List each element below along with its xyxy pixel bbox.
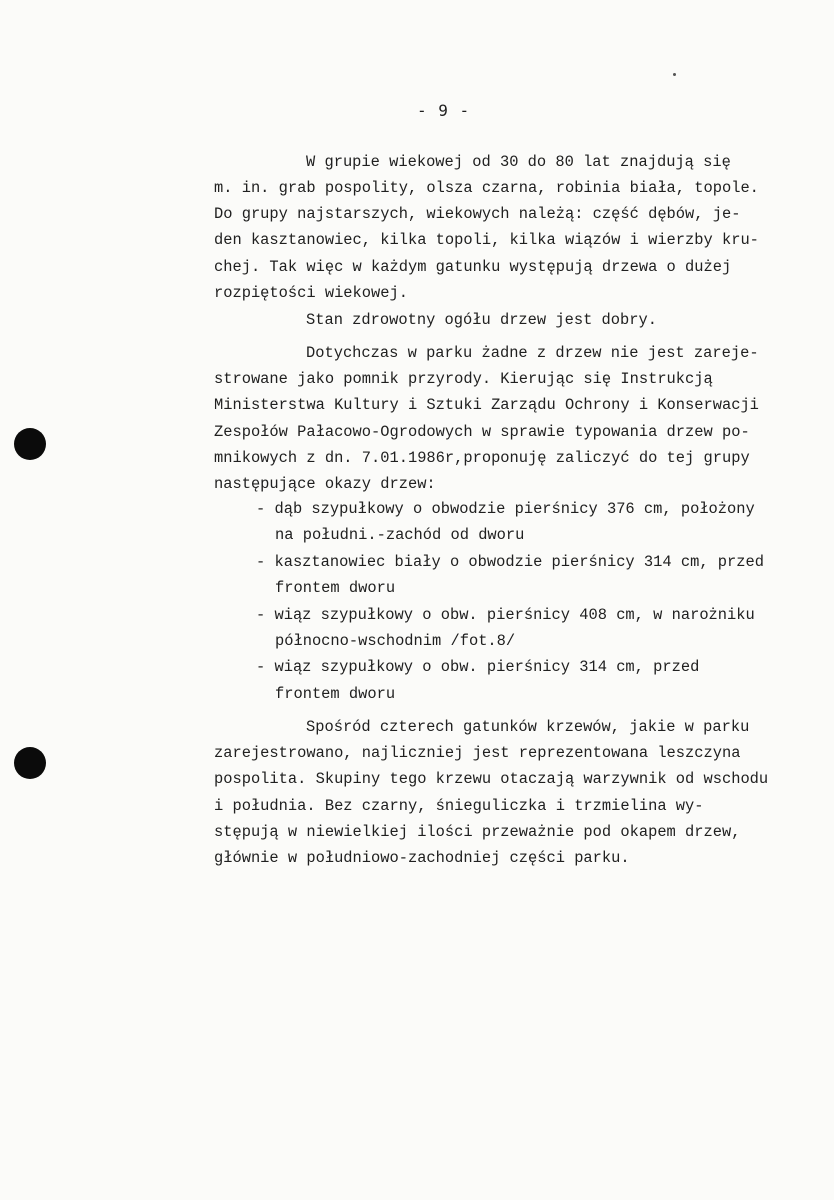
list-item-continuation: północno-wschodnim /fot.8/ <box>275 632 516 650</box>
text-line: Ministerstwa Kultury i Sztuki Zarządu Ochrony i Konserwacji <box>214 396 759 414</box>
text-line: stępują w niewielkiej ilości przeważnie pod okapem drzew, <box>214 823 741 841</box>
text-line: den kasztanowiec, kilka topoli, kilka wiązów i wierzby kru- <box>214 231 759 249</box>
text-line: m. in. grab pospolity, olsza czarna, robinia biała, topole. <box>214 179 759 197</box>
text-line: W grupie wiekowej od 30 do 80 lat znajdują się <box>306 153 731 171</box>
paper-speck <box>673 73 676 76</box>
text-line: zarejestrowano, najliczniej jest reprezentowana leszczyna <box>214 744 741 762</box>
text-line: pospolita. Skupiny tego krzewu otaczają warzywnik od wschodu <box>214 770 769 788</box>
text-line: następujące okazy drzew: <box>214 475 436 493</box>
text-line: Spośród czterech gatunków krzewów, jakie w parku <box>306 718 750 736</box>
text-line: mnikowych z dn. 7.01.1986r,proponuję zaliczyć do tej grupy <box>214 449 750 467</box>
text-line: Dotychczas w parku żadne z drzew nie jest zareje- <box>306 344 759 362</box>
list-item-continuation: frontem dworu <box>275 685 396 703</box>
text-line: strowane jako pomnik przyrody. Kierując się Instrukcją <box>214 370 713 388</box>
text-line: głównie w południowo-zachodniej części parku. <box>214 849 630 867</box>
list-item: - wiąz szypułkowy o obw. pierśnicy 314 cm, przed <box>256 658 700 676</box>
punch-hole-top <box>14 428 46 460</box>
list-item: - kasztanowiec biały o obwodzie pierśnicy 314 cm, przed <box>256 553 764 571</box>
list-item: - wiąz szypułkowy o obw. pierśnicy 408 cm, w narożniku <box>256 606 755 624</box>
text-line: Do grupy najstarszych, wiekowych należą: część dębów, je- <box>214 205 741 223</box>
text-line: i południa. Bez czarny, śnieguliczka i trzmielina wy- <box>214 797 704 815</box>
page-number: - 9 - <box>417 101 471 120</box>
text-line: Zespołów Pałacowo-Ogrodowych w sprawie typowania drzew po- <box>214 423 750 441</box>
list-item-continuation: frontem dworu <box>275 579 396 597</box>
text-line: Stan zdrowotny ogółu drzew jest dobry. <box>306 311 657 329</box>
text-line: chej. Tak więc w każdym gatunku występują drzewa o dużej <box>214 258 732 276</box>
list-item: - dąb szypułkowy o obwodzie pierśnicy 376 cm, położony <box>256 500 755 518</box>
punch-hole-bottom <box>14 747 46 779</box>
list-item-continuation: na południ.-zachód od dworu <box>275 526 525 544</box>
text-line: rozpiętości wiekowej. <box>214 284 408 302</box>
